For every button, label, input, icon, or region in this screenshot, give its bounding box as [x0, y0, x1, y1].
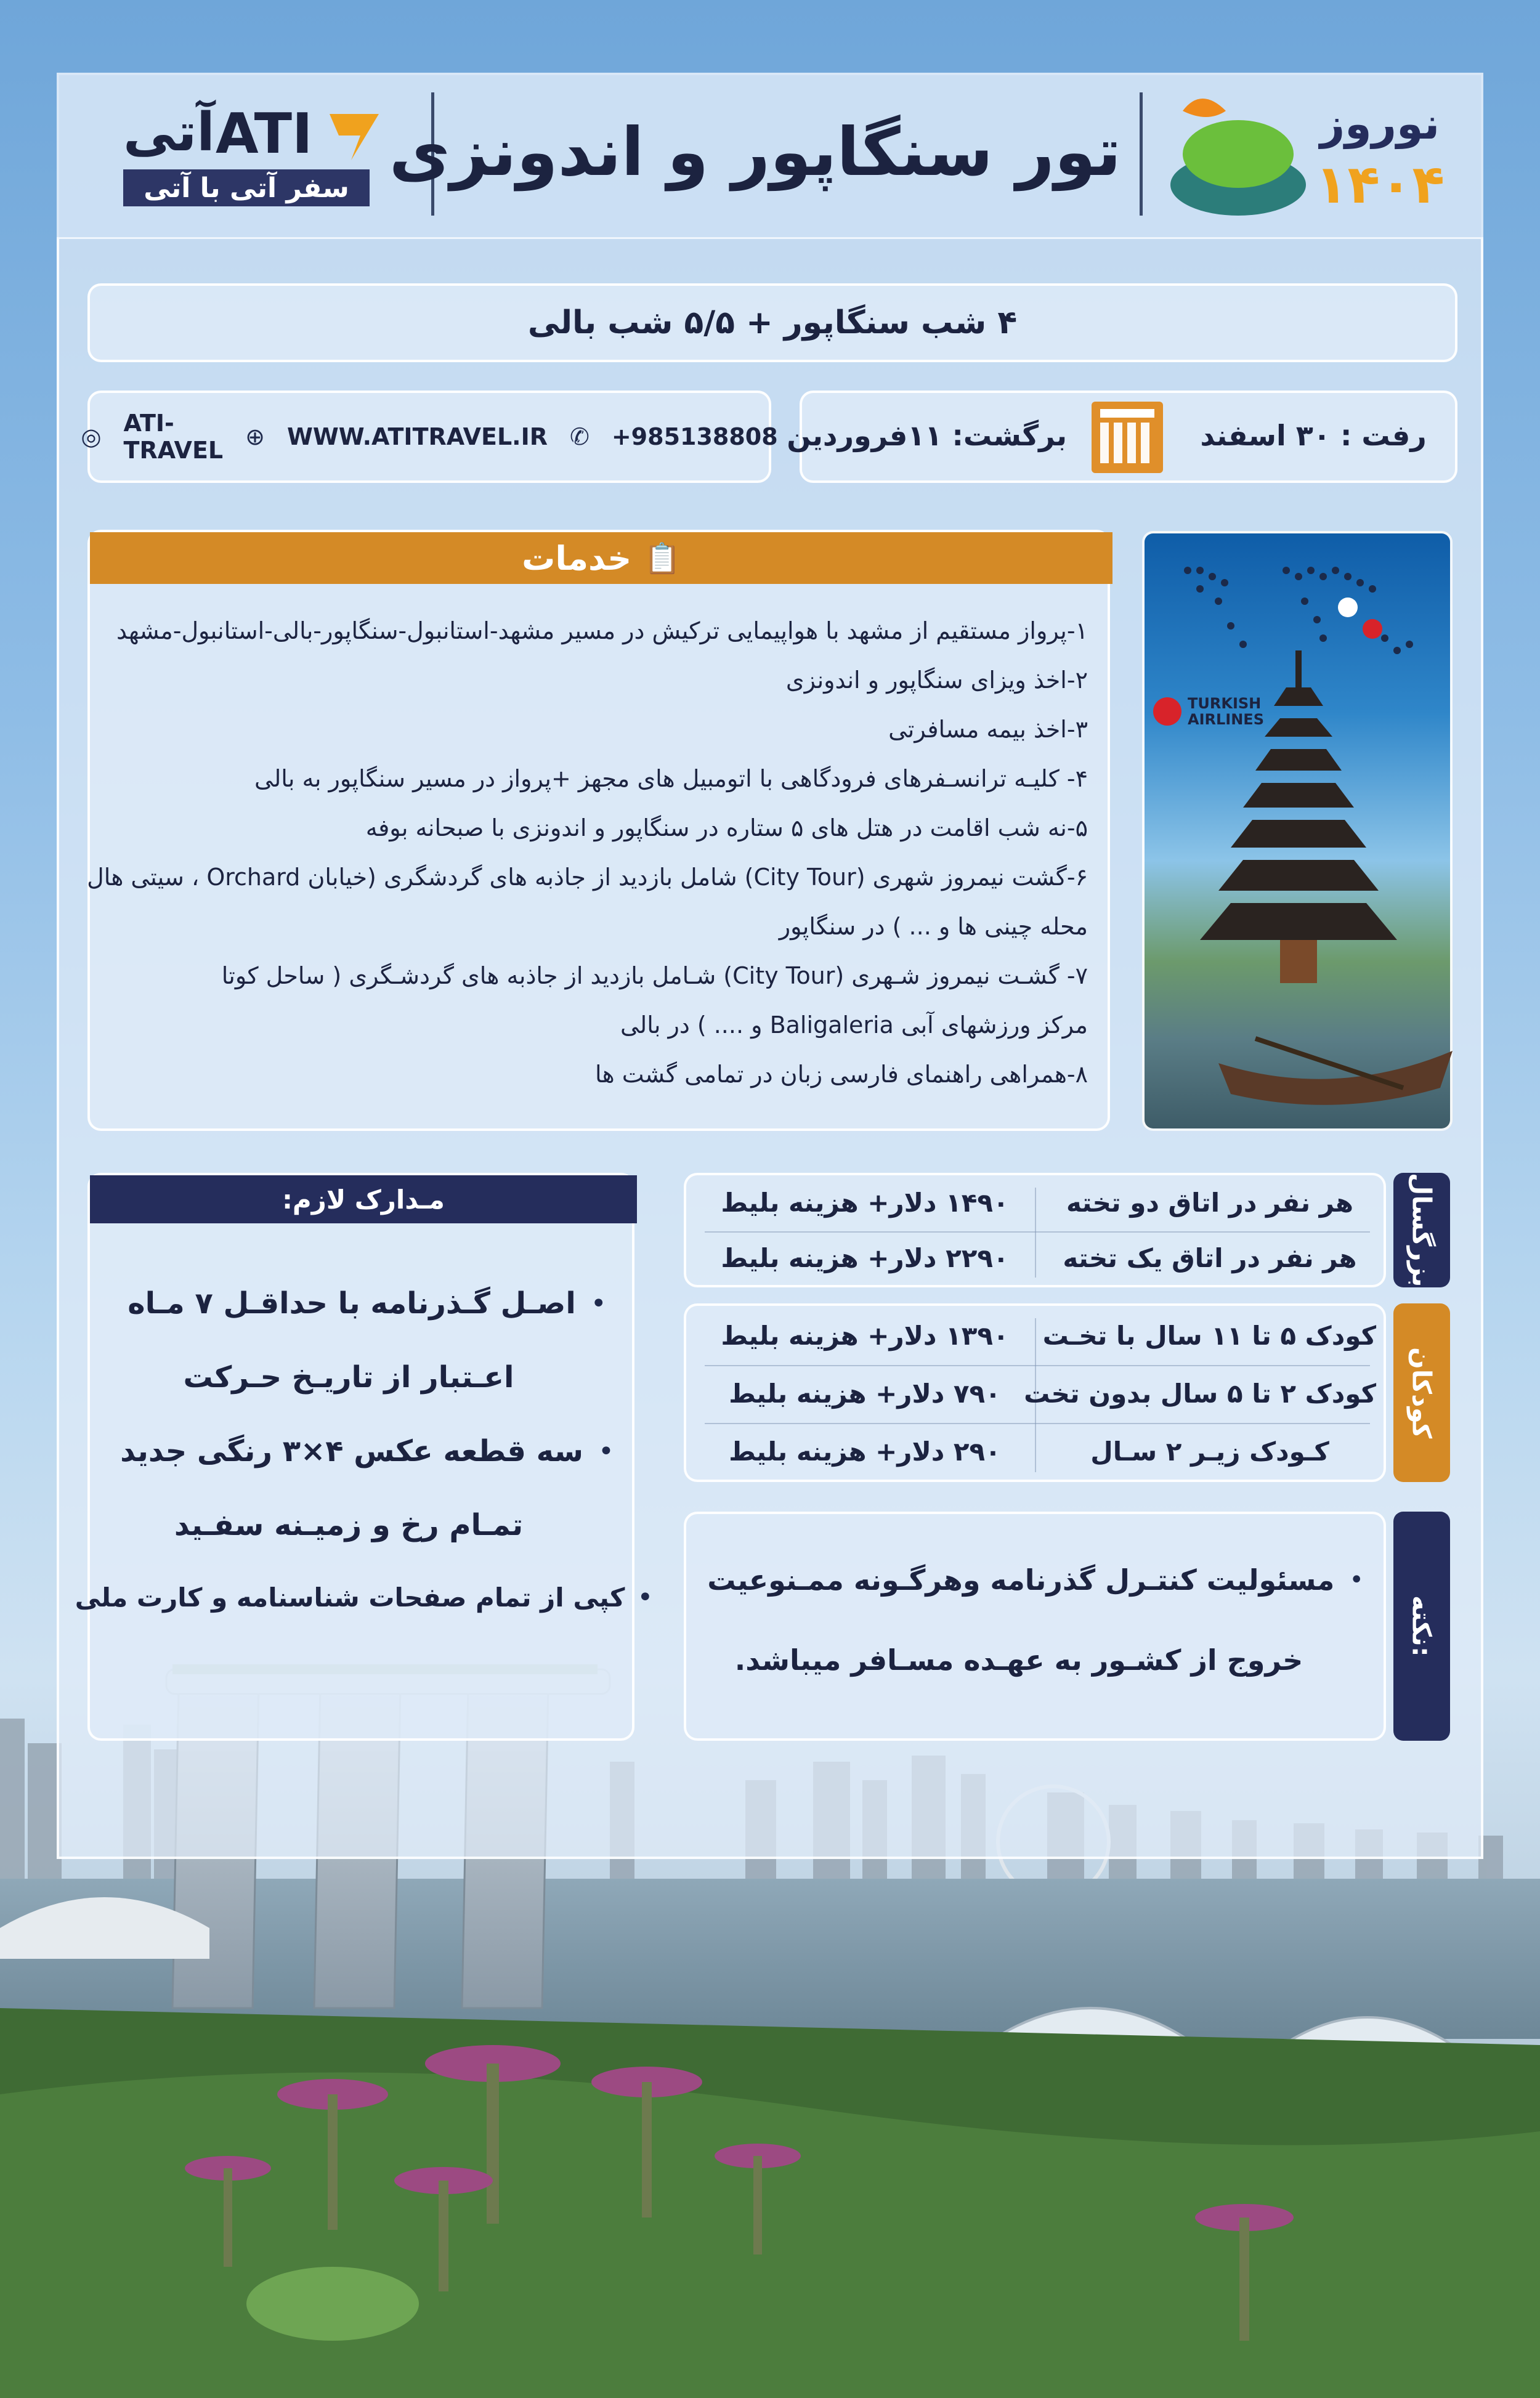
calendar-icon [1092, 402, 1163, 473]
phone-number[interactable]: +985138808 [611, 423, 778, 450]
brand-logo [123, 102, 382, 213]
adults-price-table [684, 1173, 1386, 1287]
services-line: ۳-اخذ بیمه مسافرتی [888, 716, 1088, 743]
plane-tail-icon [326, 108, 382, 163]
brand-persian: آتی [123, 102, 215, 163]
services-line: محله چینی ها و ... ) در سنگاپور [779, 913, 1088, 940]
note-box [684, 1512, 1386, 1741]
turkish-airlines-logo-icon [1153, 697, 1181, 726]
instagram-handle[interactable]: ATI-TRAVEL [123, 410, 224, 464]
return-date: برگشت: ۱۱فروردین [787, 419, 1067, 452]
doc-line: اصـل گـذرنامه با حداقـل ۷ مـاه [128, 1286, 576, 1321]
subtitle-box [87, 283, 1457, 362]
globe-icon: ⊕ [245, 423, 265, 450]
note-line: خروج از کشـور به عهـده مسـافر میباشد. [734, 1643, 1303, 1677]
nowruz-year: ۱۴۰۴ [1315, 154, 1445, 216]
documents-box [75, 1173, 654, 1741]
services-list [87, 606, 1088, 1099]
brand-slogan-bar [123, 169, 370, 206]
doc-line: کپی از تمام صفحات شناسنامه و کارت ملی [75, 1582, 625, 1613]
children-tab-label: کودکان [1406, 1347, 1437, 1439]
services-line: ۴- کلیـه ترانسـفرهای فرودگاهی با اتومبیل های مجهز +پرواز در مسیر سنگاپور به بالی [254, 765, 1088, 792]
children-tab [1393, 1303, 1450, 1482]
boat-illustration [1218, 1014, 1453, 1125]
brand-latin: ATI [216, 102, 313, 166]
documents-header [90, 1175, 637, 1223]
children-price-table [684, 1303, 1386, 1482]
documents-title: مـدارک لازم: [282, 1184, 445, 1215]
services-header [90, 532, 1112, 584]
adults-tab [1393, 1173, 1450, 1287]
children-row-label: کـودک زیـر ۲ سـال [1090, 1436, 1329, 1467]
dates-box [787, 391, 1457, 483]
airline-name-line1: TURKISH [1188, 695, 1262, 712]
children-row-label: کودک ۵ تا ۱۱ سال با تخـت [1042, 1321, 1376, 1351]
note-tab [1393, 1512, 1450, 1741]
adults-tab-label: بزرگسال [1406, 1173, 1437, 1287]
services-line: ۱-پرواز مستقیم از مشهد با هواپیمایی ترکیش در مسیر مشهد-استانبول-سنگاپور-بالی-استانبول-مشهد [116, 617, 1088, 644]
website-link[interactable]: WWW.ATITRAVEL.IR [286, 423, 548, 450]
services-title: خدمات [522, 538, 632, 578]
pagoda-temple-illustration [1194, 650, 1403, 995]
doc-line: اعـتبار از تاریـخ حـرکت [183, 1360, 514, 1395]
children-row-price: ۱۳۹۰ دلار+ هزینه بلیط [721, 1321, 1009, 1351]
header-divider-right [1140, 92, 1143, 216]
instagram-icon: ◎ [81, 423, 102, 450]
nowruz-label: نوروز [1319, 99, 1440, 149]
bullet-dot-icon: • [637, 1582, 654, 1613]
doc-item [115, 1434, 620, 1468]
airline-name-line2: AIRLINES [1188, 711, 1264, 728]
adults-row-label: هر نفر در اتاق دو تخته [1066, 1188, 1354, 1218]
services-line: ۵-نه شب اقامت در هتل های ۵ ستاره در سنگاپور و اندونزی با صبحانه بوفه [365, 814, 1088, 841]
bullet-dot-icon: • [590, 1287, 607, 1319]
services-line: ۸-همراهی راهنمای فارسی زبان در تمامی گشت ها [595, 1061, 1088, 1088]
services-line: ۷- گشـت نیمروز شـهری (City Tour) شـامل بازدید از جاذبه های گردشـگری ( ساحل کوتا [221, 962, 1088, 989]
children-row-price: ۲۹۰ دلار+ هزینه بلیط [729, 1436, 1001, 1467]
doc-item [75, 1582, 654, 1613]
services-line: ۲-اخذ ویزای سنگاپور و اندونزی [785, 666, 1088, 694]
bullet-dot-icon: • [1349, 1566, 1364, 1594]
trip-duration: ۴ شب سنگاپور + ۵/۵ شب بالی [527, 304, 1018, 341]
clipboard-icon: 📋 [644, 541, 681, 576]
doc-line: سه قطعه عکس ۴×۳ رنگی جدید [120, 1434, 583, 1468]
children-row-label: کودک ۲ تا ۵ سال بدون تخت [1024, 1379, 1376, 1409]
note-bullet [707, 1563, 1364, 1597]
brand-slogan: سفر آتی با آتی [144, 172, 349, 204]
destination-photo [1142, 531, 1453, 1131]
note-line: مسئولیت کنتـرل گذرنامه وهرگـونه ممـنوعیت [707, 1563, 1335, 1597]
doc-line: تمـام رخ و زمیـنه سفـید [174, 1508, 524, 1542]
page-title: تور سنگاپور و اندونزی [389, 114, 1121, 191]
children-row-price: ۷۹۰ دلار+ هزینه بلیط [729, 1379, 1001, 1409]
services-panel [87, 530, 1110, 1131]
depart-date: رفت : ۳۰ اسفند [1200, 419, 1427, 452]
adults-row-price: ۱۴۹۰ دلار+ هزینه بلیط [721, 1188, 1009, 1218]
contact-box [81, 391, 778, 483]
note-tab-label: نکته: [1406, 1595, 1437, 1657]
phone-icon: ✆ [570, 423, 590, 450]
adults-row-label: هر نفر در اتاق یک تخته [1063, 1243, 1357, 1273]
services-line: ۶-گشت نیمروز شهری (City Tour) شامل بازدید از جاذبه های گردشگری (خیابان Orchard ، سیتی هال [87, 864, 1088, 891]
doc-item [115, 1286, 620, 1321]
services-line: مرکز ورزشهای آبی Baligaleria و .... ) در بالی [620, 1011, 1088, 1039]
sabzeh-goldfish-icon [1158, 86, 1318, 222]
nowruz-badge [1158, 86, 1448, 222]
bullet-dot-icon: • [598, 1435, 614, 1467]
adults-row-price: ۲۲۹۰ دلار+ هزینه بلیط [721, 1243, 1009, 1273]
